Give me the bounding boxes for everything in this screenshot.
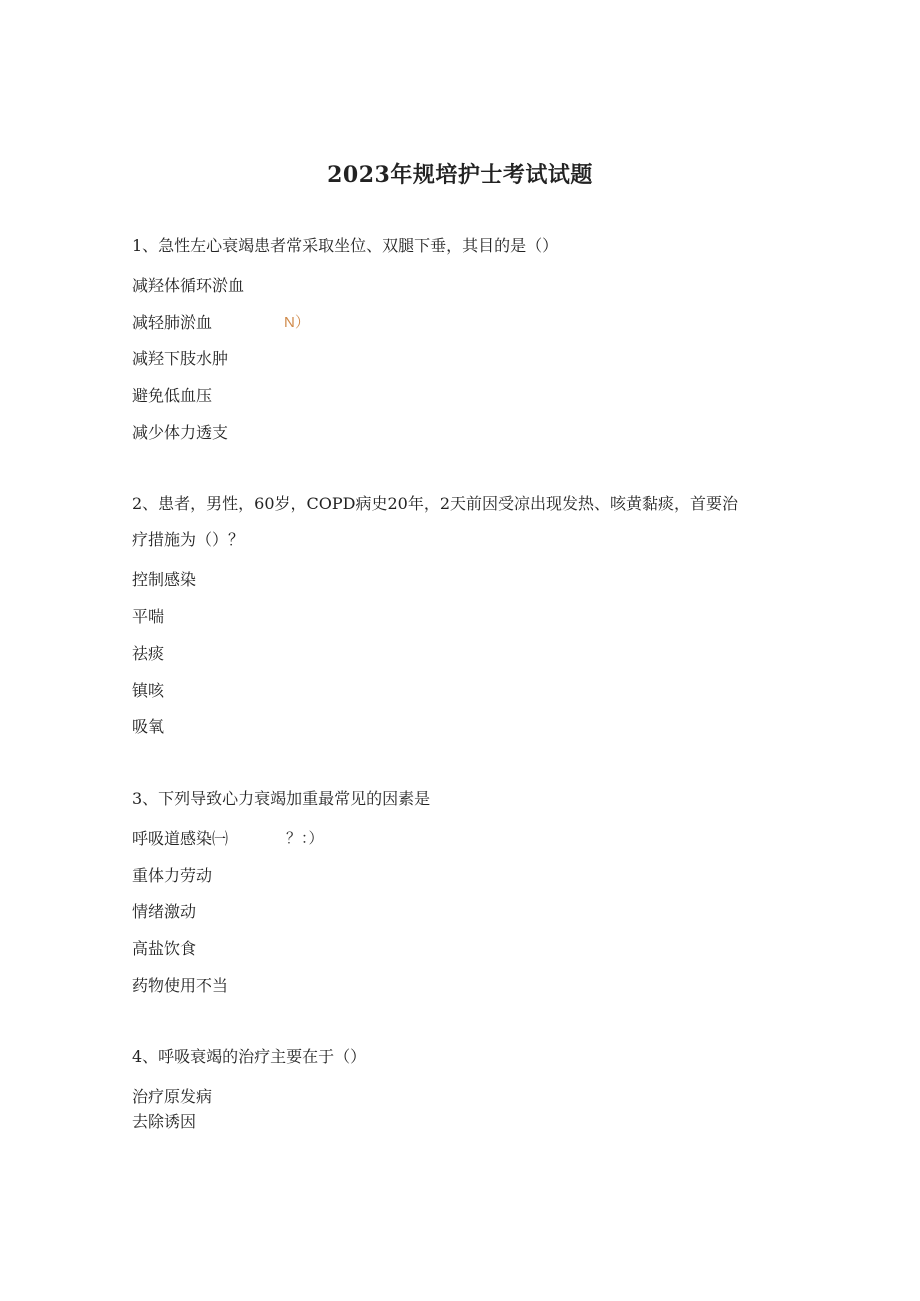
question-1-option-1: 减羟体循环淤血: [132, 276, 245, 295]
question-3-option-4: 高盐饮食: [132, 939, 197, 958]
question-1-option-4: 避免低血压: [132, 386, 213, 405]
question-1-option-3: 减羟下肢水肿: [132, 349, 229, 368]
question-2-text-line-1: 2、患者，男性，60岁，COPD病史20年，2天前因受凉出现发热、咳黄黏痰，首要治: [132, 494, 739, 513]
question-3-option-3: 情绪激动: [132, 902, 197, 921]
question-3-annotation: ？：）: [286, 830, 324, 847]
question-3-option-1: 呼吸道感染㈠: [132, 829, 229, 848]
question-4-option-1: 治疗原发病: [132, 1087, 213, 1106]
question-1-text: 1、急性左心衰竭患者常采取坐位、双腿下垂，其目的是（）: [132, 236, 559, 255]
question-2-option-2: 平喘: [132, 607, 165, 626]
question-1-annotation: N）: [284, 314, 310, 331]
document-title: 2023年规培护士考试试题: [327, 162, 593, 188]
question-3-text: 3、下列导致心力衰竭加重最常见的因素是: [132, 789, 431, 808]
question-1-option-2: 减轻肺淤血: [132, 313, 213, 332]
question-3-option-2: 重体力劳动: [132, 866, 213, 885]
question-3-option-5: 药物使用不当: [132, 976, 229, 995]
question-2-option-3: 祛痰: [132, 644, 165, 663]
question-2-option-4: 镇咳: [132, 681, 165, 700]
question-2-option-5: 吸氧: [132, 717, 165, 736]
question-2-text-line-2: 疗措施为（）？: [132, 530, 245, 549]
question-1-option-5: 减少体力透支: [132, 423, 229, 442]
question-4-option-2: 去除诱因: [132, 1112, 197, 1131]
question-2-option-1: 控制感染: [132, 570, 197, 589]
question-4-text: 4、呼吸衰竭的治疗主要在于（）: [132, 1047, 367, 1066]
